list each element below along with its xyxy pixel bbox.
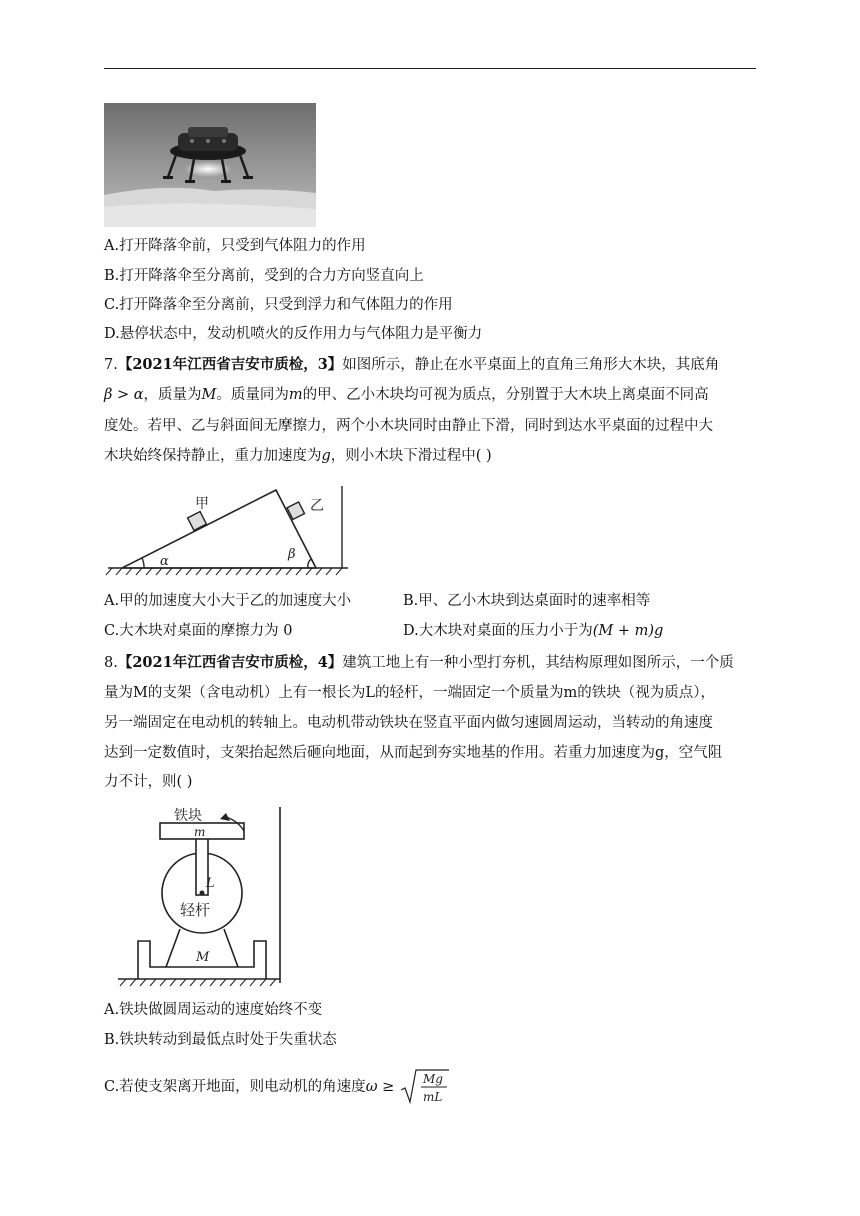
q8-stem-line3: 另一端固定在电动机的转轴上。电动机带动铁块在竖直平面内做匀速圆周运动，当转动的角速度 [104,715,713,731]
label-L: L [206,876,215,891]
q7-option-c: C.大木块对桌面的摩擦力为 0 [104,623,293,639]
q6-option-d: D.悬停状态中，发动机喷火的反作用力与气体阻力是平衡力 [104,326,483,342]
q7-option-d-math: (M + m)g [592,623,664,639]
label-jia: 甲 [195,496,209,512]
sqrt-numerator: Mg [422,1072,443,1086]
q7-line1-text: 如图所示，静止在水平桌面上的直角三角形大木块，其底角 [342,357,720,373]
label-m: m [194,825,206,839]
q7-line4-b: ，则小木块下滑过程中( ) [330,448,492,464]
q7-incline-figure [104,484,350,578]
label-beta: β [288,547,296,562]
q7-number: 7. [104,357,118,373]
q7-option-a: A.甲的加速度大小大于乙的加速度大小 [104,593,352,609]
q7-beta-alpha: β > α [104,387,144,403]
q8-line1-text: 建筑工地上有一种小型打夯机，其结构原理如图所示，一个质 [342,655,734,671]
q6-option-c: C.打开降落伞至分离前，只受到浮力和气体阻力的作用 [104,297,453,313]
q6-option-b: B.打开降落伞至分离前，受到的合力方向竖直向上 [104,268,424,284]
q8-source: 【2021年江西省吉安市质检，4】 [117,654,343,671]
block-jia [188,512,207,531]
q8-stem-line2: 量为M的支架（含电动机）上有一根长为L的轻杆，一端固定一个质量为m的铁块（视为质点）， [104,685,715,701]
q8-option-c-omega: ω ≥ [365,1079,395,1095]
label-alpha: α [160,554,169,569]
q7-option-b: B.甲、乙小木块到达桌面时的速率相等 [403,593,651,609]
header-rule [104,68,756,69]
q7-stem-line2 [104,385,709,405]
q7-line2-c: 的甲、乙小木块均可视为质点，分别置于大木块上离桌面不同高 [302,387,709,403]
q7-source: 【2021年江西省吉安市质检，3】 [117,356,343,373]
q8-option-c [104,1068,451,1106]
sqrt-fraction [399,1068,451,1106]
q6-option-a: A.打开降落伞前，只受到气体阻力的作用 [104,238,366,254]
q7-M: M [201,387,217,403]
q7-option-d-text: D.大木块对桌面的压力小于为 [403,623,593,639]
q8-tamper-figure [114,807,284,991]
q7-line4-a: 木块始终保持静止，重力加速度为 [104,448,322,464]
q7-stem-line1 [104,355,719,375]
q8-option-a: A.铁块做圆周运动的速度始终不变 [104,1002,323,1018]
q8-stem-line1 [104,653,734,673]
q7-g: g [321,448,331,464]
lander-hovering-photo [104,103,316,227]
sqrt-denominator: mL [422,1090,443,1104]
q8-option-c-text: C.若使支架离开地面，则电动机的角速度 [104,1079,366,1095]
q7-line2-a: ，质量为 [143,387,202,403]
q7-line2-b: 。质量同为 [216,387,289,403]
label-M: M [196,950,210,965]
label-yi: 乙 [310,498,324,514]
q8-stem-line4: 达到一定数值时，支架抬起然后砸向地面，从而起到夯实地基的作用。若重力加速度为g，空气阻 [104,745,723,761]
label-qinggan: 轻杆 [180,901,211,919]
q8-number: 8. [104,655,118,671]
q7-stem-line3: 度处。若甲、乙与斜面间无摩擦力，两个小木块同时由静止下滑，同时到达水平桌面的过程中大 [104,418,713,434]
label-tiekuai: 铁块 [174,808,202,824]
q7-stem-line4 [104,446,492,466]
q8-option-b: B.铁块转动到最低点时处于失重状态 [104,1032,337,1048]
q7-option-d [403,621,663,641]
q7-m: m [288,387,303,403]
q8-stem-line5: 力不计，则( ) [104,774,193,790]
